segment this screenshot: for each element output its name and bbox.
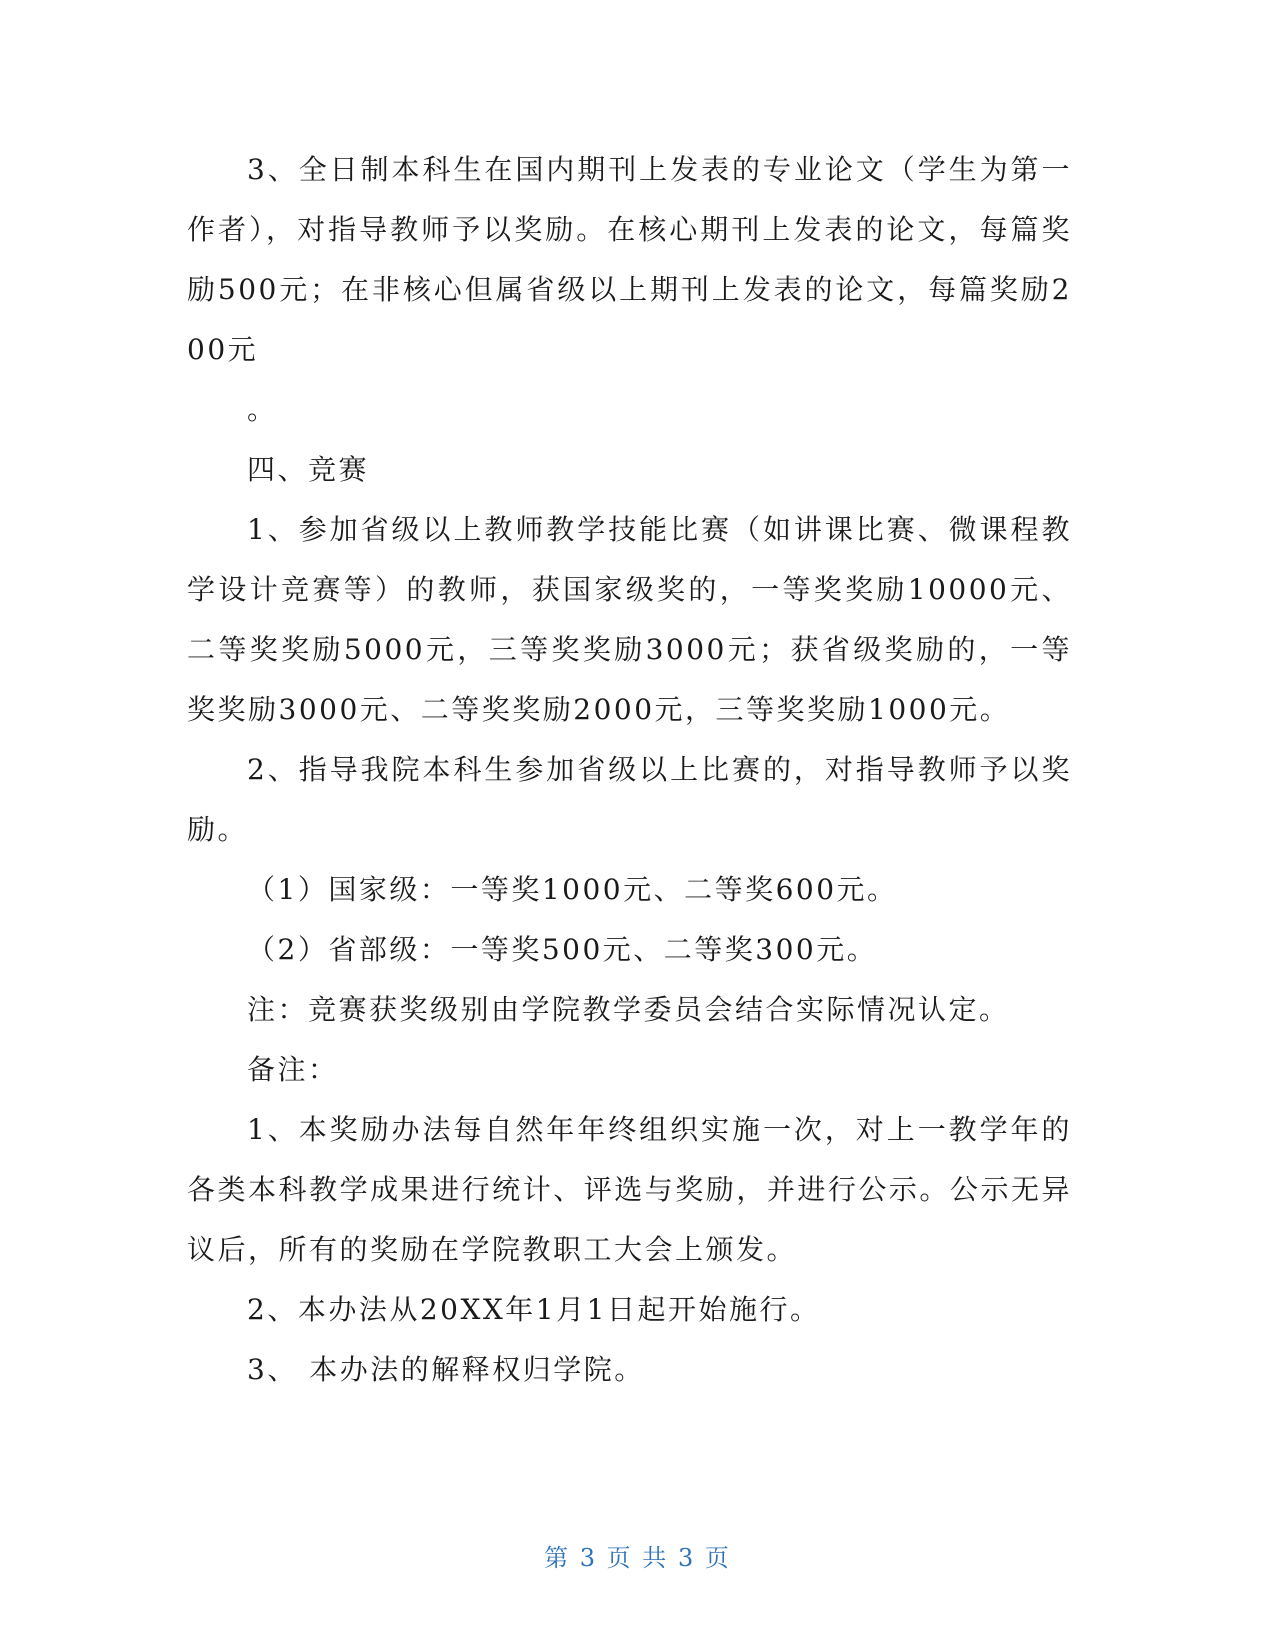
list-item-national-level: （1）国家级：一等奖1000元、二等奖600元。 (247, 873, 898, 906)
remarks-heading: 备注： (247, 1053, 339, 1086)
document-body (187, 140, 1072, 1400)
paragraph-advisor-competition: 2、指导我院本科生参加省级以上比赛的，对指导教师予以奖励。 (187, 753, 1072, 846)
page-number-footer: 第 3 页 共 3 页 (544, 1544, 731, 1572)
paragraph-teacher-competition: 1、参加省级以上教师教学技能比赛（如讲课比赛、微课程教学设计竞赛等）的教师，获国家级奖的，一等奖奖励10000元、二等奖奖励5000元，三等奖奖励3000元；获省级奖励的，一等奖奖励3000元、二等奖奖励2000元，三等奖奖励1000元。 (187, 513, 1072, 726)
note-competition-level: 注：竞赛获奖级别由学院教学委员会结合实际情况认定。 (247, 993, 1010, 1026)
remark-implementation: 1、本奖励办法每自然年年终组织实施一次，对上一教学年的各类本科教学成果进行统计、评选与奖励，并进行公示。公示无异议后，所有的奖励在学院教职工大会上颁发。 (187, 1113, 1072, 1266)
paragraph-period: 。 (247, 393, 278, 426)
section-heading-competition: 四、竞赛 (247, 453, 370, 486)
remark-effective-date: 2、本办法从20XX年1月1日起开始施行。 (247, 1293, 821, 1326)
list-item-provincial-level: （2）省部级：一等奖500元、二等奖300元。 (247, 933, 878, 966)
paragraph-thesis-award: 3、全日制本科生在国内期刊上发表的专业论文（学生为第一作者），对指导教师予以奖励。在核心期刊上发表的论文，每篇奖励500元；在非核心但属省级以上期刊上发表的论文，每篇奖励200元 (187, 153, 1072, 366)
remark-interpretation: 3、 本办法的解释权归学院。 (247, 1353, 645, 1386)
